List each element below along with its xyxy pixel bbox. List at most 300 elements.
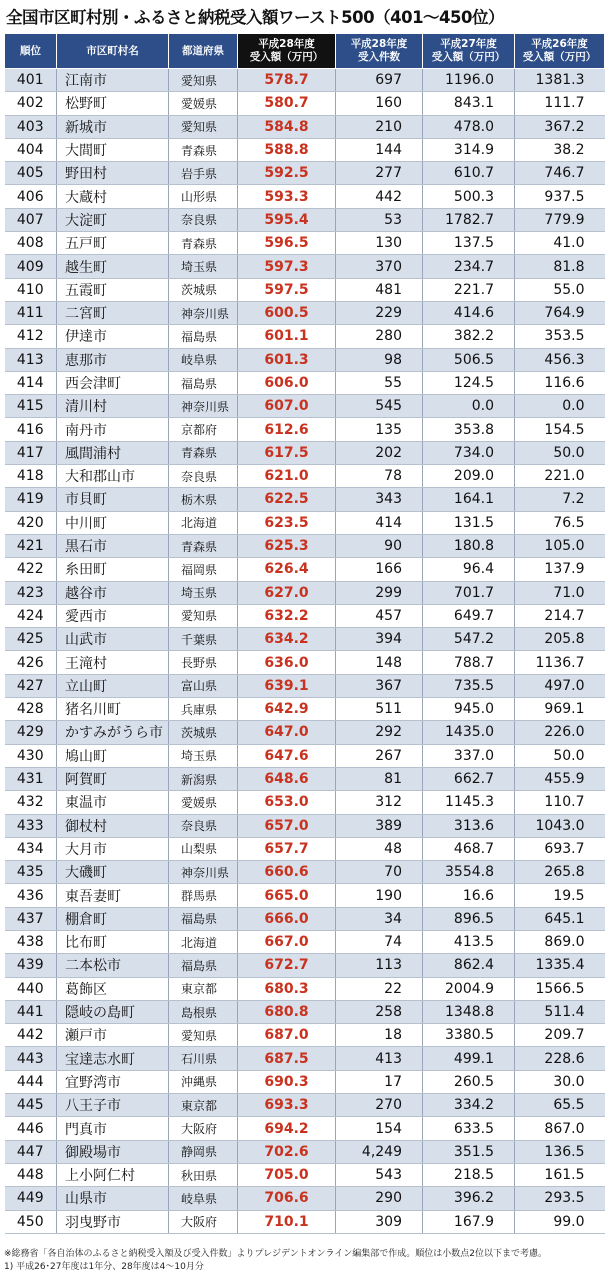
table-row <box>5 92 605 115</box>
table-row <box>5 208 605 231</box>
cell-amount-h27: 1782.7 <box>423 208 515 231</box>
cell-rank: 434 <box>5 837 57 860</box>
cell-amount-h26: 1566.5 <box>515 977 605 1000</box>
cell-prefecture: 山梨県 <box>169 837 238 860</box>
cell-amount-h28: 634.2 <box>238 628 336 651</box>
table-row <box>5 534 605 557</box>
table-row <box>5 465 605 488</box>
table-row <box>5 1163 605 1186</box>
cell-prefecture: 京都府 <box>169 418 238 441</box>
cell-amount-h26: 869.0 <box>515 930 605 953</box>
footnote <box>4 1248 608 1274</box>
cell-amount-h26: 746.7 <box>515 162 605 185</box>
cell-amount-h27: 896.5 <box>423 907 515 930</box>
cell-prefecture: 奈良県 <box>169 465 238 488</box>
cell-municipality: 大和郡山市 <box>57 465 169 488</box>
cell-count-h28: 53 <box>336 208 423 231</box>
cell-prefecture: 北海道 <box>169 930 238 953</box>
cell-amount-h28: 657.7 <box>238 837 336 860</box>
header-municipality: 市区町村名 <box>57 34 169 69</box>
cell-prefecture: 沖縄県 <box>169 1070 238 1093</box>
cell-municipality: 二宮町 <box>57 301 169 324</box>
cell-prefecture: 岐阜県 <box>169 348 238 371</box>
cell-amount-h26: 764.9 <box>515 301 605 324</box>
cell-amount-h26: 265.8 <box>515 861 605 884</box>
cell-amount-h27: 2004.9 <box>423 977 515 1000</box>
cell-count-h28: 210 <box>336 115 423 138</box>
cell-count-h28: 78 <box>336 465 423 488</box>
cell-municipality: 山武市 <box>57 628 169 651</box>
cell-amount-h26: 50.0 <box>515 744 605 767</box>
cell-amount-h28: 705.0 <box>238 1163 336 1186</box>
cell-amount-h27: 649.7 <box>423 604 515 627</box>
cell-count-h28: 280 <box>336 325 423 348</box>
cell-amount-h27: 313.6 <box>423 814 515 837</box>
cell-amount-h27: 167.9 <box>423 1210 515 1233</box>
table-row <box>5 418 605 441</box>
cell-amount-h27: 180.8 <box>423 534 515 557</box>
cell-municipality: 風間浦村 <box>57 441 169 464</box>
cell-rank: 444 <box>5 1070 57 1093</box>
cell-rank: 414 <box>5 371 57 394</box>
cell-amount-h27: 234.7 <box>423 255 515 278</box>
cell-amount-h26: 511.4 <box>515 1000 605 1023</box>
table-row <box>5 581 605 604</box>
cell-amount-h28: 687.0 <box>238 1024 336 1047</box>
cell-prefecture: 群馬県 <box>169 884 238 907</box>
cell-count-h28: 292 <box>336 721 423 744</box>
cell-rank: 431 <box>5 767 57 790</box>
cell-amount-h27: 260.5 <box>423 1070 515 1093</box>
cell-prefecture: 愛知県 <box>169 604 238 627</box>
cell-amount-h26: 38.2 <box>515 138 605 161</box>
table-row <box>5 488 605 511</box>
cell-amount-h27: 131.5 <box>423 511 515 534</box>
cell-municipality: 市貝町 <box>57 488 169 511</box>
cell-rank: 427 <box>5 674 57 697</box>
table-row <box>5 1140 605 1163</box>
cell-prefecture: 岐阜県 <box>169 1187 238 1210</box>
cell-municipality: 羽曳野市 <box>57 1210 169 1233</box>
table-row <box>5 930 605 953</box>
cell-rank: 402 <box>5 92 57 115</box>
header-prefecture: 都道府県 <box>169 34 238 69</box>
cell-count-h28: 154 <box>336 1117 423 1140</box>
table-row <box>5 441 605 464</box>
cell-prefecture: 東京都 <box>169 977 238 1000</box>
cell-municipality: 大蔵村 <box>57 185 169 208</box>
header-amount-h27: 平成27年度 受入額（万円） <box>423 34 515 69</box>
cell-amount-h26: 456.3 <box>515 348 605 371</box>
cell-rank: 421 <box>5 534 57 557</box>
table-row <box>5 1117 605 1140</box>
header-amount-h28: 平成28年度 受入額（万円） <box>238 34 336 69</box>
cell-municipality: 隠岐の島町 <box>57 1000 169 1023</box>
cell-amount-h27: 610.7 <box>423 162 515 185</box>
cell-amount-h27: 1435.0 <box>423 721 515 744</box>
cell-rank: 440 <box>5 977 57 1000</box>
cell-municipality: 御殿場市 <box>57 1140 169 1163</box>
cell-rank: 405 <box>5 162 57 185</box>
cell-amount-h27: 735.5 <box>423 674 515 697</box>
cell-rank: 406 <box>5 185 57 208</box>
cell-amount-h28: 702.6 <box>238 1140 336 1163</box>
cell-count-h28: 90 <box>336 534 423 557</box>
cell-count-h28: 18 <box>336 1024 423 1047</box>
cell-rank: 441 <box>5 1000 57 1023</box>
cell-prefecture: 福島県 <box>169 371 238 394</box>
cell-amount-h27: 218.5 <box>423 1163 515 1186</box>
cell-amount-h27: 382.2 <box>423 325 515 348</box>
cell-municipality: 江南市 <box>57 69 169 92</box>
cell-count-h28: 148 <box>336 651 423 674</box>
table-row <box>5 162 605 185</box>
cell-prefecture: 大阪府 <box>169 1117 238 1140</box>
cell-prefecture: 神奈川県 <box>169 395 238 418</box>
footnote-period: 1) 平成26･27年度は1年分、28年度は4～10月分 <box>4 1262 204 1272</box>
table-row <box>5 301 605 324</box>
cell-municipality: 愛西市 <box>57 604 169 627</box>
cell-municipality: 糸田町 <box>57 558 169 581</box>
cell-count-h28: 367 <box>336 674 423 697</box>
cell-amount-h28: 680.8 <box>238 1000 336 1023</box>
table-row <box>5 884 605 907</box>
cell-amount-h27: 547.2 <box>423 628 515 651</box>
cell-prefecture: 愛知県 <box>169 1024 238 1047</box>
cell-count-h28: 55 <box>336 371 423 394</box>
cell-count-h28: 312 <box>336 791 423 814</box>
cell-amount-h27: 862.4 <box>423 954 515 977</box>
cell-count-h28: 545 <box>336 395 423 418</box>
table-row <box>5 1024 605 1047</box>
cell-amount-h26: 41.0 <box>515 232 605 255</box>
cell-amount-h28: 636.0 <box>238 651 336 674</box>
cell-prefecture: 岩手県 <box>169 162 238 185</box>
cell-rank: 439 <box>5 954 57 977</box>
cell-amount-h28: 642.9 <box>238 698 336 721</box>
cell-rank: 426 <box>5 651 57 674</box>
cell-amount-h26: 1381.3 <box>515 69 605 92</box>
table-row <box>5 744 605 767</box>
table-row <box>5 232 605 255</box>
cell-count-h28: 229 <box>336 301 423 324</box>
table-row <box>5 907 605 930</box>
cell-amount-h26: 161.5 <box>515 1163 605 1186</box>
table-row <box>5 558 605 581</box>
cell-count-h28: 543 <box>336 1163 423 1186</box>
cell-amount-h28: 626.4 <box>238 558 336 581</box>
cell-amount-h28: 648.6 <box>238 767 336 790</box>
cell-amount-h28: 665.0 <box>238 884 336 907</box>
table-row <box>5 1000 605 1023</box>
cell-amount-h27: 734.0 <box>423 441 515 464</box>
cell-amount-h27: 468.7 <box>423 837 515 860</box>
cell-prefecture: 千葉県 <box>169 628 238 651</box>
table-row <box>5 1210 605 1233</box>
cell-amount-h26: 969.1 <box>515 698 605 721</box>
cell-amount-h28: 667.0 <box>238 930 336 953</box>
cell-amount-h27: 843.1 <box>423 92 515 115</box>
cell-rank: 428 <box>5 698 57 721</box>
cell-rank: 442 <box>5 1024 57 1047</box>
cell-count-h28: 697 <box>336 69 423 92</box>
cell-count-h28: 413 <box>336 1047 423 1070</box>
cell-amount-h27: 337.0 <box>423 744 515 767</box>
cell-prefecture: 奈良県 <box>169 814 238 837</box>
cell-amount-h26: 105.0 <box>515 534 605 557</box>
cell-amount-h28: 627.0 <box>238 581 336 604</box>
cell-amount-h27: 788.7 <box>423 651 515 674</box>
cell-amount-h28: 653.0 <box>238 791 336 814</box>
cell-municipality: 東温市 <box>57 791 169 814</box>
cell-count-h28: 389 <box>336 814 423 837</box>
header-rank: 順位 <box>5 34 57 69</box>
cell-count-h28: 74 <box>336 930 423 953</box>
cell-amount-h28: 580.7 <box>238 92 336 115</box>
cell-amount-h27: 209.0 <box>423 465 515 488</box>
cell-rank: 404 <box>5 138 57 161</box>
cell-amount-h28: 666.0 <box>238 907 336 930</box>
cell-amount-h28: 710.1 <box>238 1210 336 1233</box>
cell-rank: 407 <box>5 208 57 231</box>
cell-amount-h26: 76.5 <box>515 511 605 534</box>
cell-amount-h26: 99.0 <box>515 1210 605 1233</box>
cell-amount-h28: 680.3 <box>238 977 336 1000</box>
cell-prefecture: 青森県 <box>169 232 238 255</box>
cell-amount-h27: 164.1 <box>423 488 515 511</box>
cell-amount-h28: 593.3 <box>238 185 336 208</box>
cell-rank: 424 <box>5 604 57 627</box>
cell-amount-h28: 622.5 <box>238 488 336 511</box>
cell-prefecture: 福島県 <box>169 954 238 977</box>
footnote-source: ※総務省「各自治体のふるさと納税受入額及び受入件数」よりプレジデントオンライン編集部で作成。順位は小数点2位以下まで考慮。 <box>4 1249 547 1259</box>
cell-prefecture: 愛媛県 <box>169 791 238 814</box>
cell-amount-h26: 81.8 <box>515 255 605 278</box>
cell-municipality: 王滝村 <box>57 651 169 674</box>
cell-prefecture: 埼玉県 <box>169 581 238 604</box>
table-row <box>5 1047 605 1070</box>
cell-amount-h26: 367.2 <box>515 115 605 138</box>
cell-prefecture: 青森県 <box>169 534 238 557</box>
cell-rank: 410 <box>5 278 57 301</box>
cell-count-h28: 414 <box>336 511 423 534</box>
cell-prefecture: 山形県 <box>169 185 238 208</box>
header-amount-h26: 平成26年度 受入額（万円） <box>515 34 605 69</box>
cell-amount-h27: 701.7 <box>423 581 515 604</box>
cell-amount-h26: 116.6 <box>515 371 605 394</box>
cell-amount-h27: 499.1 <box>423 1047 515 1070</box>
cell-amount-h27: 96.4 <box>423 558 515 581</box>
cell-count-h28: 394 <box>336 628 423 651</box>
cell-municipality: 比布町 <box>57 930 169 953</box>
cell-municipality: 門真市 <box>57 1117 169 1140</box>
cell-rank: 419 <box>5 488 57 511</box>
table-row <box>5 651 605 674</box>
cell-count-h28: 290 <box>336 1187 423 1210</box>
cell-rank: 415 <box>5 395 57 418</box>
cell-amount-h28: 601.3 <box>238 348 336 371</box>
cell-rank: 437 <box>5 907 57 930</box>
cell-amount-h26: 353.5 <box>515 325 605 348</box>
cell-amount-h28: 639.1 <box>238 674 336 697</box>
cell-amount-h27: 124.5 <box>423 371 515 394</box>
cell-amount-h28: 690.3 <box>238 1070 336 1093</box>
table-row <box>5 674 605 697</box>
cell-count-h28: 190 <box>336 884 423 907</box>
cell-count-h28: 370 <box>336 255 423 278</box>
cell-amount-h28: 597.3 <box>238 255 336 278</box>
cell-amount-h26: 65.5 <box>515 1094 605 1117</box>
cell-amount-h26: 645.1 <box>515 907 605 930</box>
cell-prefecture: 福島県 <box>169 907 238 930</box>
cell-amount-h26: 779.9 <box>515 208 605 231</box>
cell-amount-h27: 478.0 <box>423 115 515 138</box>
cell-count-h28: 70 <box>336 861 423 884</box>
cell-prefecture: 福岡県 <box>169 558 238 581</box>
table-row <box>5 185 605 208</box>
cell-rank: 412 <box>5 325 57 348</box>
cell-municipality: 南丹市 <box>57 418 169 441</box>
cell-rank: 430 <box>5 744 57 767</box>
header-count-h28: 平成28年度 受入件数 <box>336 34 423 69</box>
cell-amount-h26: 221.0 <box>515 465 605 488</box>
cell-amount-h26: 1043.0 <box>515 814 605 837</box>
cell-count-h28: 270 <box>336 1094 423 1117</box>
cell-amount-h28: 647.0 <box>238 721 336 744</box>
cell-amount-h26: 154.5 <box>515 418 605 441</box>
cell-prefecture: 福島県 <box>169 325 238 348</box>
cell-count-h28: 511 <box>336 698 423 721</box>
cell-amount-h26: 71.0 <box>515 581 605 604</box>
cell-prefecture: 石川県 <box>169 1047 238 1070</box>
table-row <box>5 511 605 534</box>
cell-prefecture: 秋田県 <box>169 1163 238 1186</box>
cell-municipality: 鳩山町 <box>57 744 169 767</box>
cell-count-h28: 442 <box>336 185 423 208</box>
table-row <box>5 278 605 301</box>
cell-count-h28: 299 <box>336 581 423 604</box>
table-row <box>5 1070 605 1093</box>
cell-amount-h27: 3554.8 <box>423 861 515 884</box>
cell-municipality: 大月市 <box>57 837 169 860</box>
cell-rank: 429 <box>5 721 57 744</box>
cell-prefecture: 茨城県 <box>169 721 238 744</box>
cell-amount-h28: 588.8 <box>238 138 336 161</box>
cell-municipality: 五霞町 <box>57 278 169 301</box>
cell-amount-h28: 592.5 <box>238 162 336 185</box>
cell-amount-h28: 621.0 <box>238 465 336 488</box>
table-row <box>5 1187 605 1210</box>
cell-prefecture: 島根県 <box>169 1000 238 1023</box>
cell-amount-h27: 3380.5 <box>423 1024 515 1047</box>
cell-amount-h28: 632.2 <box>238 604 336 627</box>
table-row <box>5 954 605 977</box>
cell-municipality: 二本松市 <box>57 954 169 977</box>
cell-amount-h26: 497.0 <box>515 674 605 697</box>
cell-prefecture: 奈良県 <box>169 208 238 231</box>
cell-prefecture: 愛知県 <box>169 115 238 138</box>
table-row <box>5 791 605 814</box>
cell-count-h28: 135 <box>336 418 423 441</box>
cell-rank: 401 <box>5 69 57 92</box>
cell-rank: 443 <box>5 1047 57 1070</box>
cell-amount-h26: 50.0 <box>515 441 605 464</box>
cell-prefecture: 青森県 <box>169 138 238 161</box>
cell-prefecture: 青森県 <box>169 441 238 464</box>
cell-count-h28: 17 <box>336 1070 423 1093</box>
cell-count-h28: 130 <box>336 232 423 255</box>
cell-prefecture: 東京都 <box>169 1094 238 1117</box>
cell-amount-h26: 693.7 <box>515 837 605 860</box>
cell-prefecture: 埼玉県 <box>169 255 238 278</box>
cell-amount-h28: 672.7 <box>238 954 336 977</box>
cell-prefecture: 神奈川県 <box>169 301 238 324</box>
table-row <box>5 977 605 1000</box>
cell-amount-h27: 662.7 <box>423 767 515 790</box>
cell-municipality: 西会津町 <box>57 371 169 394</box>
cell-rank: 445 <box>5 1094 57 1117</box>
table-row <box>5 371 605 394</box>
cell-amount-h27: 1348.8 <box>423 1000 515 1023</box>
cell-amount-h26: 867.0 <box>515 1117 605 1140</box>
table-row <box>5 698 605 721</box>
cell-rank: 436 <box>5 884 57 907</box>
cell-municipality: 越谷市 <box>57 581 169 604</box>
table-row <box>5 255 605 278</box>
cell-rank: 432 <box>5 791 57 814</box>
cell-municipality: かすみがうら市 <box>57 721 169 744</box>
table-body <box>5 69 605 1234</box>
cell-amount-h28: 600.5 <box>238 301 336 324</box>
cell-rank: 433 <box>5 814 57 837</box>
cell-prefecture: 兵庫県 <box>169 698 238 721</box>
cell-municipality: 棚倉町 <box>57 907 169 930</box>
cell-municipality: 猪名川町 <box>57 698 169 721</box>
cell-count-h28: 144 <box>336 138 423 161</box>
cell-count-h28: 457 <box>336 604 423 627</box>
cell-amount-h26: 293.5 <box>515 1187 605 1210</box>
table-row <box>5 138 605 161</box>
cell-count-h28: 202 <box>336 441 423 464</box>
cell-municipality: 越生町 <box>57 255 169 278</box>
cell-amount-h28: 595.4 <box>238 208 336 231</box>
cell-count-h28: 166 <box>336 558 423 581</box>
cell-amount-h27: 506.5 <box>423 348 515 371</box>
cell-amount-h27: 414.6 <box>423 301 515 324</box>
cell-amount-h26: 19.5 <box>515 884 605 907</box>
cell-amount-h28: 606.0 <box>238 371 336 394</box>
cell-amount-h27: 945.0 <box>423 698 515 721</box>
cell-amount-h26: 455.9 <box>515 767 605 790</box>
cell-prefecture: 栃木県 <box>169 488 238 511</box>
cell-municipality: 伊達市 <box>57 325 169 348</box>
cell-rank: 411 <box>5 301 57 324</box>
cell-prefecture: 埼玉県 <box>169 744 238 767</box>
cell-amount-h28: 623.5 <box>238 511 336 534</box>
cell-municipality: 五戸町 <box>57 232 169 255</box>
cell-amount-h28: 617.5 <box>238 441 336 464</box>
cell-amount-h26: 0.0 <box>515 395 605 418</box>
cell-prefecture: 静岡県 <box>169 1140 238 1163</box>
cell-amount-h28: 657.0 <box>238 814 336 837</box>
cell-count-h28: 258 <box>336 1000 423 1023</box>
cell-count-h28: 48 <box>336 837 423 860</box>
cell-amount-h27: 0.0 <box>423 395 515 418</box>
cell-rank: 449 <box>5 1187 57 1210</box>
table-row <box>5 721 605 744</box>
cell-amount-h26: 30.0 <box>515 1070 605 1093</box>
table-row <box>5 837 605 860</box>
